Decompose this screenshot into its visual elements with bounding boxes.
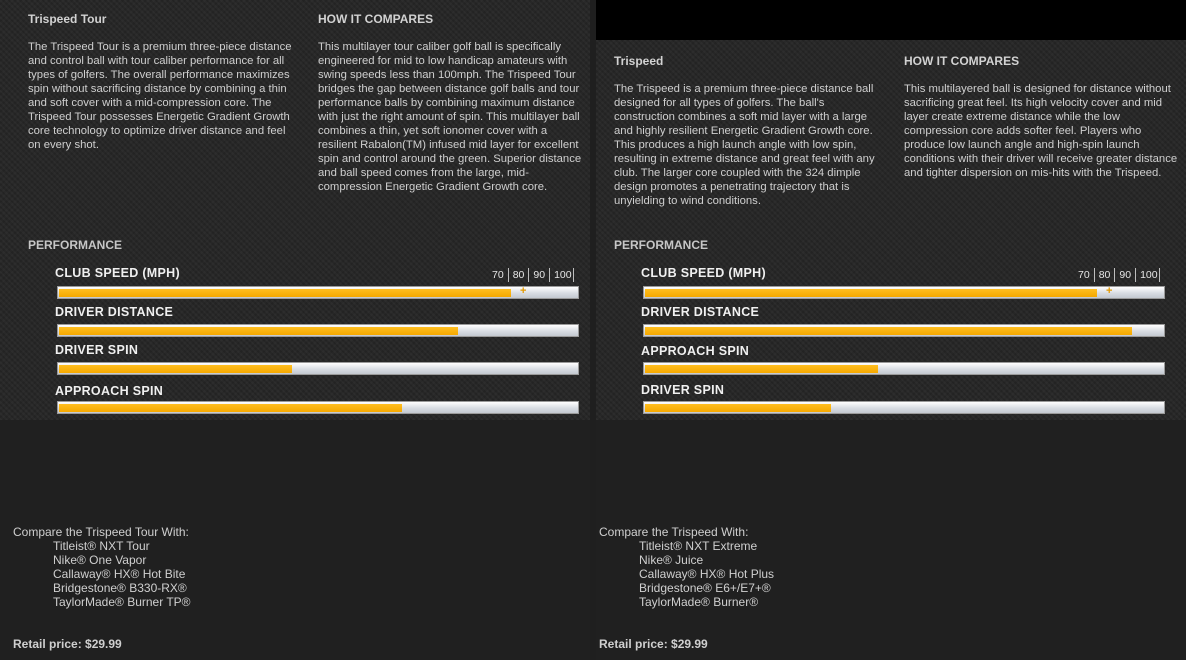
list-item: Callaway® HX® Hot Bite	[53, 567, 186, 581]
list-item: Titleist® NXT Tour	[53, 539, 150, 553]
driver-distance-fill	[59, 327, 458, 335]
list-item: TaylorMade® Burner TP®	[53, 595, 191, 609]
club-speed-marker: +	[520, 285, 527, 297]
product-title: Trispeed Tour	[28, 12, 107, 26]
retail-price: Retail price: $29.99	[13, 637, 122, 651]
tick-label: 80	[1095, 268, 1116, 282]
comparison-text: This multilayer tour caliber golf ball is specifically engineered for mid to low handicap amateurs with swing speeds less than 100mph. The Trispeed Tour bridges the gap between distance golf balls and tour performance balls by combining maximum distance with just the right amount of spin. This multilayer ball combines a thin, yet soft ionomer cover with a resilient Rabalon(TM) infused mid layer for excellent spin and control around the green. Superior distance and ball speed comes from the large, mid-compression Energetic Gradient Growth core.	[318, 41, 582, 193]
driver-distance-bar	[57, 324, 579, 337]
driver-spin-bar	[57, 362, 579, 375]
bar-label-driver-distance: DRIVER DISTANCE	[641, 305, 760, 319]
product-title: Trispeed	[614, 54, 664, 68]
left-product-panel	[0, 0, 590, 660]
right-product-panel	[596, 0, 1186, 660]
tick-label: 90	[1115, 268, 1136, 282]
driver-distance-fill	[645, 327, 1132, 335]
approach-spin-bar	[643, 362, 1165, 375]
bar-label-club-speed: CLUB SPEED (MPH)	[641, 266, 766, 280]
list-item: Nike® Juice	[639, 553, 704, 567]
club-speed-marker: +	[1106, 285, 1113, 297]
club-speed-bar	[57, 286, 579, 299]
comparison-text: This multilayered ball is designed for distance without sacrificing great feel. Its high velocity cover and mid layer create extreme distance while the low compression core adds softer feel. Players who produce low launch angle and high-spin launch conditions with their driver will receive greater distance and tighter dispersion on mis-hits with the Trispeed.	[904, 83, 1178, 179]
driver-distance-bar	[643, 324, 1165, 337]
performance-heading: PERFORMANCE	[614, 238, 709, 252]
speed-tick-scale	[1074, 268, 1160, 282]
bar-label-driver-spin: DRIVER SPIN	[641, 383, 725, 397]
driver-spin-bar	[643, 401, 1165, 414]
bar-label-driver-distance: DRIVER DISTANCE	[55, 305, 174, 319]
performance-heading: PERFORMANCE	[28, 238, 123, 252]
club-speed-bar	[643, 286, 1165, 299]
approach-spin-bar	[57, 401, 579, 414]
list-item: Bridgestone® B330-RX®	[53, 581, 187, 595]
bar-label-club-speed: CLUB SPEED (MPH)	[55, 266, 180, 280]
tick-label: 90	[529, 268, 550, 282]
how-it-compares-heading: HOW IT COMPARES	[904, 54, 1020, 68]
compare-with-list	[639, 539, 774, 609]
tick-label: 80	[509, 268, 530, 282]
speed-tick-scale	[488, 268, 574, 282]
driver-spin-fill	[645, 404, 831, 412]
product-description: The Trispeed is a premium three-piece distance ball designed for all types of golfers. The ball's construction combines a soft mid layer with a large and highly resilient Energetic Gradient Growth core. This produces a high launch angle with low spin, resulting in extreme distance and great feel with any club. The larger core coupled with the 324 dimple design promotes a penetrating trajectory that is unyielding to wind conditions.	[614, 83, 875, 207]
approach-spin-fill	[59, 404, 402, 412]
list-item: Callaway® HX® Hot Plus	[639, 567, 775, 581]
retail-price: Retail price: $29.99	[599, 637, 708, 651]
club-speed-fill	[59, 289, 511, 297]
list-item: TaylorMade® Burner®	[639, 595, 759, 609]
product-description: The Trispeed Tour is a premium three-piece distance and control ball with tour caliber performance for all types of golfers. The overall performance maximizes spin without sacrificing distance by combining a thin and soft cover with a mid-compression core. The Trispeed Tour possesses Energetic Gradient Growth core technology to optimize driver distance and feel on every shot.	[28, 41, 292, 151]
how-it-compares-heading: HOW IT COMPARES	[318, 12, 434, 26]
compare-with-list	[53, 539, 191, 609]
bar-label-driver-spin: DRIVER SPIN	[55, 343, 139, 357]
club-speed-fill	[645, 289, 1097, 297]
tick-label: 70	[488, 268, 509, 282]
bar-label-approach-spin: APPROACH SPIN	[641, 344, 750, 358]
approach-spin-fill	[645, 365, 878, 373]
compare-with-title: Compare the Trispeed Tour With:	[13, 525, 189, 539]
tick-label: 100	[550, 268, 574, 282]
list-item: Nike® One Vapor	[53, 553, 147, 567]
bar-label-approach-spin: APPROACH SPIN	[55, 384, 164, 398]
list-item: Bridgestone® E6+/E7+®	[639, 581, 771, 595]
driver-spin-fill	[59, 365, 292, 373]
tick-label: 70	[1074, 268, 1095, 282]
list-item: Titleist® NXT Extreme	[639, 539, 758, 553]
top-black-band	[596, 0, 1186, 40]
compare-with-title: Compare the Trispeed With:	[599, 525, 749, 539]
tick-label: 100	[1136, 268, 1160, 282]
